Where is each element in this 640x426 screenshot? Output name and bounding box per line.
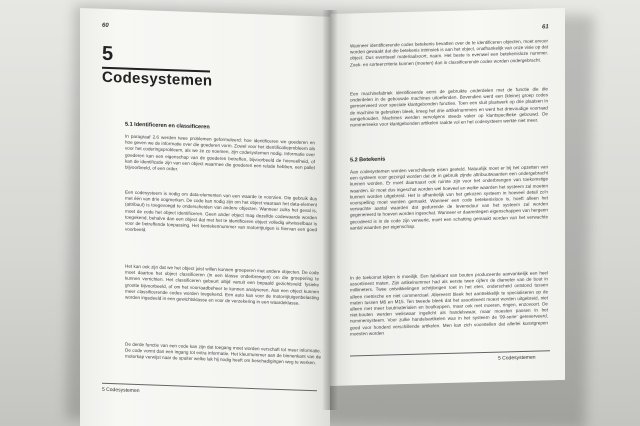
- right-paragraph: In de toekomst kijken is moeilijk. Een fabrikant van bouten produceerde aanvankelijk een heel assortiment maten. Zijn artikelnummer had als eerste twee cijfers de diameter van de bout in millimeters. Twee ontwikkelingen schrijlongen roet in het eten, onderscheid ontstond tussen alleen metrische en niet commerciael. Allereerst bleek het aantrekkelijk te specialiseren op de maten tussen M6 en M15. Ten tweede bleek dat het assortiment moest worden uitgebreid, niet alleen met meer boutmaterialen en boutkoppen, maar ook met moeren, ringen, enzovoort. De niet-bouten werden weliswaar ingelicht als handelswaar, maar moesten passen in het nummersysteem. Voor zulke handelsartikelen was in het systeem de '99-serie' gereserveerd, goed voor honderd verschillende artikelen. Men kan zich voorstellen dat allerlei kunstgrepen moesten worden: [350, 270, 548, 337]
- left-paragraph: Het kan ook zijn dat we het object juist willen kunnen groeperen met andere objecten. De code moet daartoe het object classificeren (in een klasse onderbrengen) om die groepering te kunnen verrichten. Het classificeren gebeurt altijd vanuit een bepaald gezichtsveld: fysieke grootte bijvoorbeeld, of om het voorraadbeheer te kunnen analyseren. Aan een object kunnen meer classificerende codes worden toegekend. Een auto kan voor de motorrijtuigenbelasting worden ingedeeld in een gewichtsklasse en voor de verzekering in een waardeklasse.: [125, 263, 319, 306]
- right-page: [330, 8, 565, 386]
- chapter-title: Codesystemen: [102, 68, 213, 90]
- left-page: [80, 8, 330, 426]
- section-title-5-1: 5.1 Identificeren en classificeren: [125, 121, 210, 131]
- right-page-number: 61: [542, 24, 549, 31]
- right-paragraph: Wanneer identificerende codes betekenis bevatten over de te identificeren objecten, moet ervoor worden gewaakt dat die betekenis intrinsiek is aan het object, onafhankelijk van onze visie op dat object. Dus eventueel materiaalsoort, naam. Het beste is evenwel een betekenisloze nummer. Zoek- en sorteercriteria kunnen (moeten) dan in classificerende codes worden ondergebracht.: [350, 38, 548, 68]
- left-paragraph: De derde functie van een code kan zijn dat toegang moet worden verschaft tot meer informatie. De code vormt dan een ingang tot extra informatie. Het kleurnummer aan de binnenkant van de motorkap verwijst naar de spuiter welke lak hij nodig heeft om beschadigingen weg te werken.: [125, 341, 321, 366]
- right-paragraph: Aan codesystemen worden verschillende eisen gesteld. Natuurlijk moet er bij het opzetten van een systeem voor gezorgd worden dat de in gebruik zijnde attribuutwaarden een ondergebracht kunnen worden. Er moet daarnaast ook ruimte zijn voor het onderbrengen van toekomstige waarden. Er moet dus ingeschat worden wel hoeveel en welke waarden het systeem zal moeten kunnen worden uitgebreid. Het is afhankelijk van het gekozen systeem in hoeveel detail zo'n voorspelling moet worden gemaakt. Wanneer een code betekenisloos is, hoeft alleen het verwachte aantal waarden dat gedurende de levensduur van het systeem zal worden gegenereerd te hoeven worden ingeschat. Wanneer er daarentegen eigenschappen van hergeen gecodeerd is in de code zijn verwerkt, moet een schatting gemaakt worden van het verwachte aantal waarden per eigenschap.: [350, 164, 548, 231]
- chapter-number: 5: [102, 42, 114, 66]
- left-paragraph: Een codesysteem is nodig om data-elementen van een waarde te voorzien. Die gebruik dus met één van drie oogmerken. De code kan nodig zijn om het object waaraan het data-element (attribuut) is toegevoegd te onderscheiden van andere objecten. Wanneer zulks het geval is, moet de code het object identificeren. Geen ander object mag dezelfde codewaarde worden toegekend, behalve dan een object dat met het te identificeren object volledig uitwisselbaar is voor de betreffende toepassing. Het kentekennummer van motorrijtuigen is hiervan een goed voorbeeld.: [125, 189, 317, 233]
- left-paragraph: In paragraaf 2.6 werden twee problemen geformuleerd: hoe identificeren we goederen en hoe geven we de informatie over die goederen vorm. Zowel voor het identificatieprobleem als voor het coderingsprobleem, als we ze zo noemen, zijn codesystemen nodig. Informatie over goederen kan een eigenschap van de goederen betreffen, bijvoorbeeld de hoeveelheid, of kan de identificatie zijn van een object waarmee die goederen een relatie hebben, een pallet bijvoorbeeld, of een order.: [125, 133, 315, 172]
- right-footer: 5 Codesystemen: [498, 354, 536, 362]
- section-title-5-2: 5.2 Betekenis: [350, 156, 386, 164]
- book-gutter: [322, 10, 338, 410]
- left-footer: 5 Codesystemen: [102, 386, 140, 395]
- right-paragraph: Een machinefabriek identificeerde eens de gebruikte onderdelen met de functie die die onderdelen in de gebouwde machines uitoefenden. Bovendien werd een (kleine) groep codes gereserveerd voor speciale klantgebonden functies. Toen een sluit plastwerk op drie plaatsen in de machine te gebruiken bleek, kreeg het drie artikelnummers en werd het drievoudige voorraad aangehouden. Machines werden vervolgens steeds vaker op klantspecifieke gebouwd. De nummerreeks voor klantgebonden artikelen raakte vol en het codesysteem werkte niet meer.: [350, 86, 548, 128]
- left-page-number: 60: [102, 22, 109, 30]
